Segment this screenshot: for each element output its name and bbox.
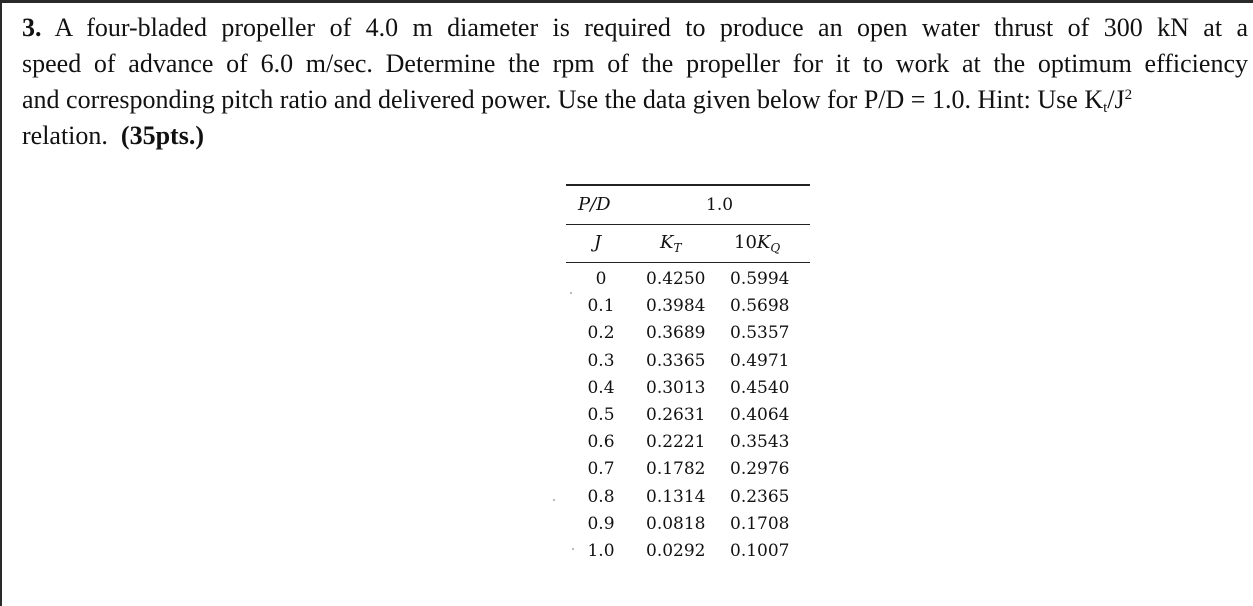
cell-j: 0.7 <box>587 459 615 480</box>
cell-j: 0 <box>595 269 607 289</box>
table-mid-rule <box>566 224 810 225</box>
cell-kq: 0.5698 <box>730 296 790 317</box>
cell-kq: 0.1007 <box>730 540 790 561</box>
scan-speck <box>570 292 572 294</box>
cell-j: 0.2 <box>587 323 615 344</box>
problem-text-1: A four-bladed propeller of 4.0 m diameter is required to produce an open water thrust of 300 kN at a <box>54 13 1248 42</box>
cell-kt: 0.3365 <box>646 350 706 371</box>
cell-kt: 0.0292 <box>646 540 706 561</box>
table-body <box>566 269 810 568</box>
problem-text-3b: /J <box>1107 85 1125 114</box>
header-j: J <box>594 232 602 253</box>
problem-text-4: relation. <box>22 121 108 150</box>
table-top-rule <box>566 184 810 186</box>
header-kq-prefix: 10 <box>734 232 757 253</box>
header-kt-symbol: K <box>660 232 674 253</box>
cell-j: 0.3 <box>587 350 615 371</box>
cell-j: 0.9 <box>587 513 615 534</box>
pd-value: 1.0 <box>706 195 734 215</box>
cell-j: 0.8 <box>587 486 615 507</box>
cell-kq: 0.4971 <box>730 350 790 371</box>
j-squared-superscript: 2 <box>1124 87 1133 103</box>
cell-kq: 0.5357 <box>730 323 790 344</box>
cell-j: 0.5 <box>587 404 615 425</box>
cell-kq: 0.2976 <box>730 459 790 480</box>
table-header-rule <box>566 262 810 263</box>
cell-kt: 0.4250 <box>646 269 706 289</box>
cell-kt: 0.1314 <box>646 486 706 507</box>
cell-kt: 0.3013 <box>646 377 706 398</box>
cell-kt: 0.2631 <box>646 404 706 425</box>
cell-kq: 0.1708 <box>730 513 790 534</box>
header-kq-sub: Q <box>770 241 781 255</box>
problem-points: (35pts.) <box>120 121 204 150</box>
page-left-border <box>0 0 2 606</box>
kt-subscript: t <box>1103 100 1108 116</box>
cell-kt: 0.2221 <box>646 432 706 453</box>
header-kq-symbol: K <box>756 232 771 253</box>
table-row <box>566 487 810 514</box>
table-row <box>566 514 810 541</box>
scan-speck <box>572 548 574 550</box>
cell-kt: 0.1782 <box>646 459 706 480</box>
problem-line-2: speed of advance of 6.0 m/sec. Determine the rpm of the propeller for it to work at the optimum efficiency <box>22 49 1248 78</box>
scan-speck <box>553 499 555 501</box>
problem-line-1 <box>22 10 1248 46</box>
cell-kt: 0.3984 <box>646 296 706 317</box>
header-kq <box>734 232 780 253</box>
cell-j: 0.1 <box>587 296 615 317</box>
table-row <box>566 541 810 568</box>
header-kt <box>660 232 681 253</box>
cell-kt: 0.0818 <box>646 513 706 534</box>
table-row <box>566 378 810 405</box>
page-top-border <box>0 0 1253 3</box>
problem-statement <box>22 10 1248 154</box>
header-kt-sub: T <box>673 241 682 255</box>
table-row <box>566 323 810 350</box>
cell-kq: 0.5994 <box>730 269 790 289</box>
cell-kq: 0.2365 <box>730 486 790 507</box>
table-row <box>566 296 810 323</box>
cell-kt: 0.3689 <box>646 323 706 344</box>
cell-kq: 0.4064 <box>730 404 790 425</box>
cell-kq: 0.4540 <box>730 377 790 398</box>
table-row <box>566 405 810 432</box>
problem-line-4 <box>22 118 1248 154</box>
table-row <box>566 459 810 486</box>
problem-line-3 <box>22 85 1132 114</box>
table-row <box>566 351 810 378</box>
table-row <box>566 432 810 459</box>
cell-j: 0.4 <box>587 377 615 398</box>
table-row <box>566 269 810 296</box>
problem-number: 3. <box>22 13 42 42</box>
cell-j: 0.6 <box>587 432 615 453</box>
problem-text-3: and corresponding pitch ratio and delivered power. Use the data given below for P/D = 1.0. Hint: Use K <box>22 85 1104 114</box>
pd-label: P/D <box>578 194 611 215</box>
cell-j: 1.0 <box>587 540 615 561</box>
cell-kq: 0.3543 <box>730 432 790 453</box>
